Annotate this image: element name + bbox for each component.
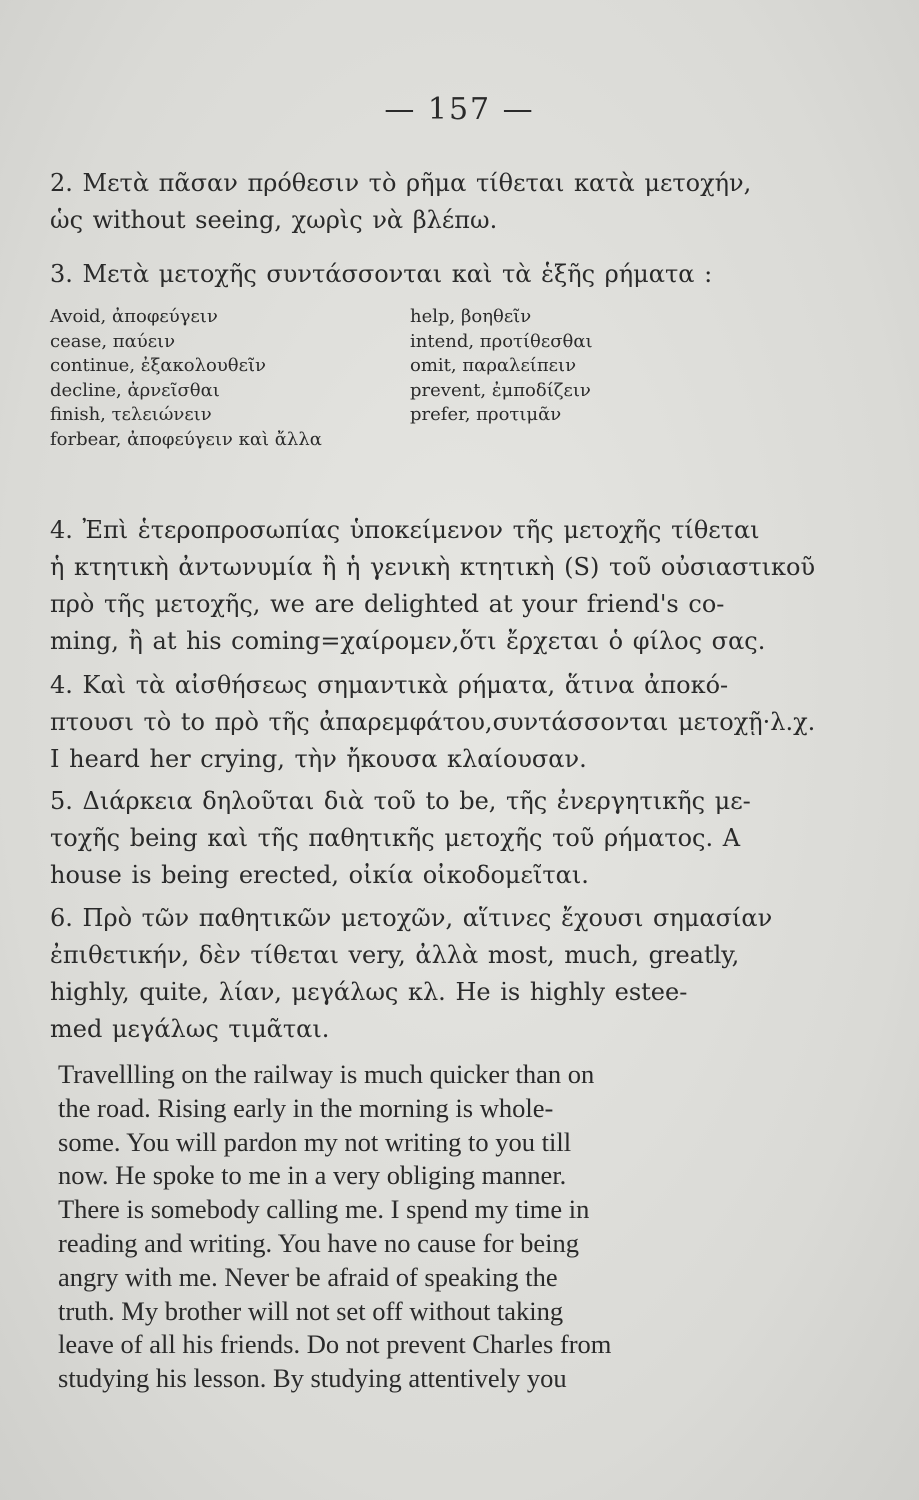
rule-4a-line: πρὸ τῆς μετοχῆς, we are delighted at your friend's co- <box>50 590 725 618</box>
exercise-line: studying his lesson. By studying attentively you <box>58 1363 567 1394</box>
exercise-line: Travellling on the railway is much quicker than on <box>58 1059 595 1089</box>
verb-item: continue, ἐξακολουθεῖν <box>50 355 266 376</box>
rule-2-paragraph <box>50 165 795 239</box>
rule-6-line: ἐπιθετικήν, δὲν τίθεται very, ἀλλὰ most, much, greatly, <box>50 941 740 969</box>
rule-3-paragraph <box>50 256 795 293</box>
exercise-line: angry with me. Never be afraid of speaking the <box>58 1261 558 1292</box>
verb-item: help, βοηθεῖν <box>410 306 532 327</box>
verb-list-left-column <box>50 305 322 452</box>
verb-item: decline, ἀρνεῖσθαι <box>50 379 220 401</box>
verb-item: prefer, προτιμᾶν <box>410 404 562 425</box>
verb-item: finish, τελειώνειν <box>50 404 212 425</box>
rule-4b-line: πτουσι τὸ to πρὸ τῆς ἀπαρεμφάτου,συντάσσονται μετοχῇ·λ.χ. <box>50 708 816 736</box>
exercise-line: reading and writing. You have no cause for being <box>58 1227 580 1258</box>
exercise-line: some. You will pardon my not writing to you till <box>58 1126 572 1157</box>
rule-5-line: τοχῆς being καὶ τῆς παθητικῆς μετοχῆς τοῦ ρήματος. A <box>50 824 741 852</box>
verb-list-right-column <box>410 305 593 428</box>
rule-5-line: 5. Διάρκεια δηλοῦται διὰ τοῦ to be, τῆς ἐνεργητικῆς με- <box>50 787 751 815</box>
rule-5-paragraph <box>50 783 795 894</box>
exercise-line: now. He spoke to me in a very obliging manner. <box>58 1160 567 1191</box>
rule-4a-line: ming, ἢ at his coming=χαίρομεν,ὅτι ἔρχεται ὁ φίλος σας. <box>50 627 766 655</box>
verb-item: prevent, ἐμποδίζειν <box>410 379 591 401</box>
rule-5-line: house is being erected, οἰκία οἰκοδομεῖται. <box>50 861 589 889</box>
rule-2-line: ὡς without seeing, χωρὶς νὰ βλέπω. <box>50 206 498 234</box>
page-number: — 157 — <box>384 92 535 127</box>
rule-6-line: med μεγάλως τιμᾶται. <box>50 1015 330 1043</box>
rule-6-paragraph <box>50 900 795 1048</box>
rule-4a-line: 4. Ἐπὶ ἑτεροπροσωπίας ὑποκείμενον τῆς μετοχῆς τίθεται <box>50 516 760 544</box>
rule-4a-line: ἡ κτητικὴ ἀντωνυμία ἢ ἡ γενικὴ κτητικὴ (S) τοῦ οὐσιαστικοῦ <box>50 553 816 581</box>
rule-6-line: 6. Πρὸ τῶν παθητικῶν μετοχῶν, αἵτινες ἔχουσι σημασίαν <box>50 904 773 932</box>
exercise-line: leave of all his friends. Do not prevent Charles from <box>58 1329 612 1360</box>
verb-item: intend, προτίθεσθαι <box>410 330 593 352</box>
exercise-paragraph <box>58 1058 798 1396</box>
verb-item: cease, παύειν <box>50 330 176 352</box>
verb-item: Avoid, ἀποφεύγειν <box>50 306 218 327</box>
verb-item: omit, παραλείπειν <box>410 355 577 376</box>
rule-4a-paragraph <box>50 512 816 660</box>
rule-2-line: 2. Μετὰ πᾶσαν πρόθεσιν τὸ ρῆμα τίθεται κατὰ μετοχήν, <box>50 169 752 197</box>
rule-3-line: 3. Μετὰ μετοχῆς συντάσσονται καὶ τὰ ἑξῆς ρήματα : <box>50 260 713 288</box>
rule-4b-line: I heard her crying, τὴν ἤκουσα κλαίουσαν. <box>50 745 587 773</box>
exercise-line: the road. Rising early in the morning is whole- <box>58 1092 554 1123</box>
rule-4b-line: 4. Καὶ τὰ αἰσθήσεως σημαντικὰ ρήματα, ἅτινα ἀποκό- <box>50 671 729 699</box>
rule-6-line: highly, quite, λίαν, μεγάλως κλ. He is highly estee- <box>50 978 688 1006</box>
exercise-line: There is somebody calling me. I spend my time in <box>58 1194 590 1225</box>
exercise-line: truth. My brother will not set off without taking <box>58 1295 564 1326</box>
rule-4b-paragraph <box>50 667 816 778</box>
verb-item: forbear, ἀποφεύγειν καὶ ἄλλα <box>50 428 322 450</box>
